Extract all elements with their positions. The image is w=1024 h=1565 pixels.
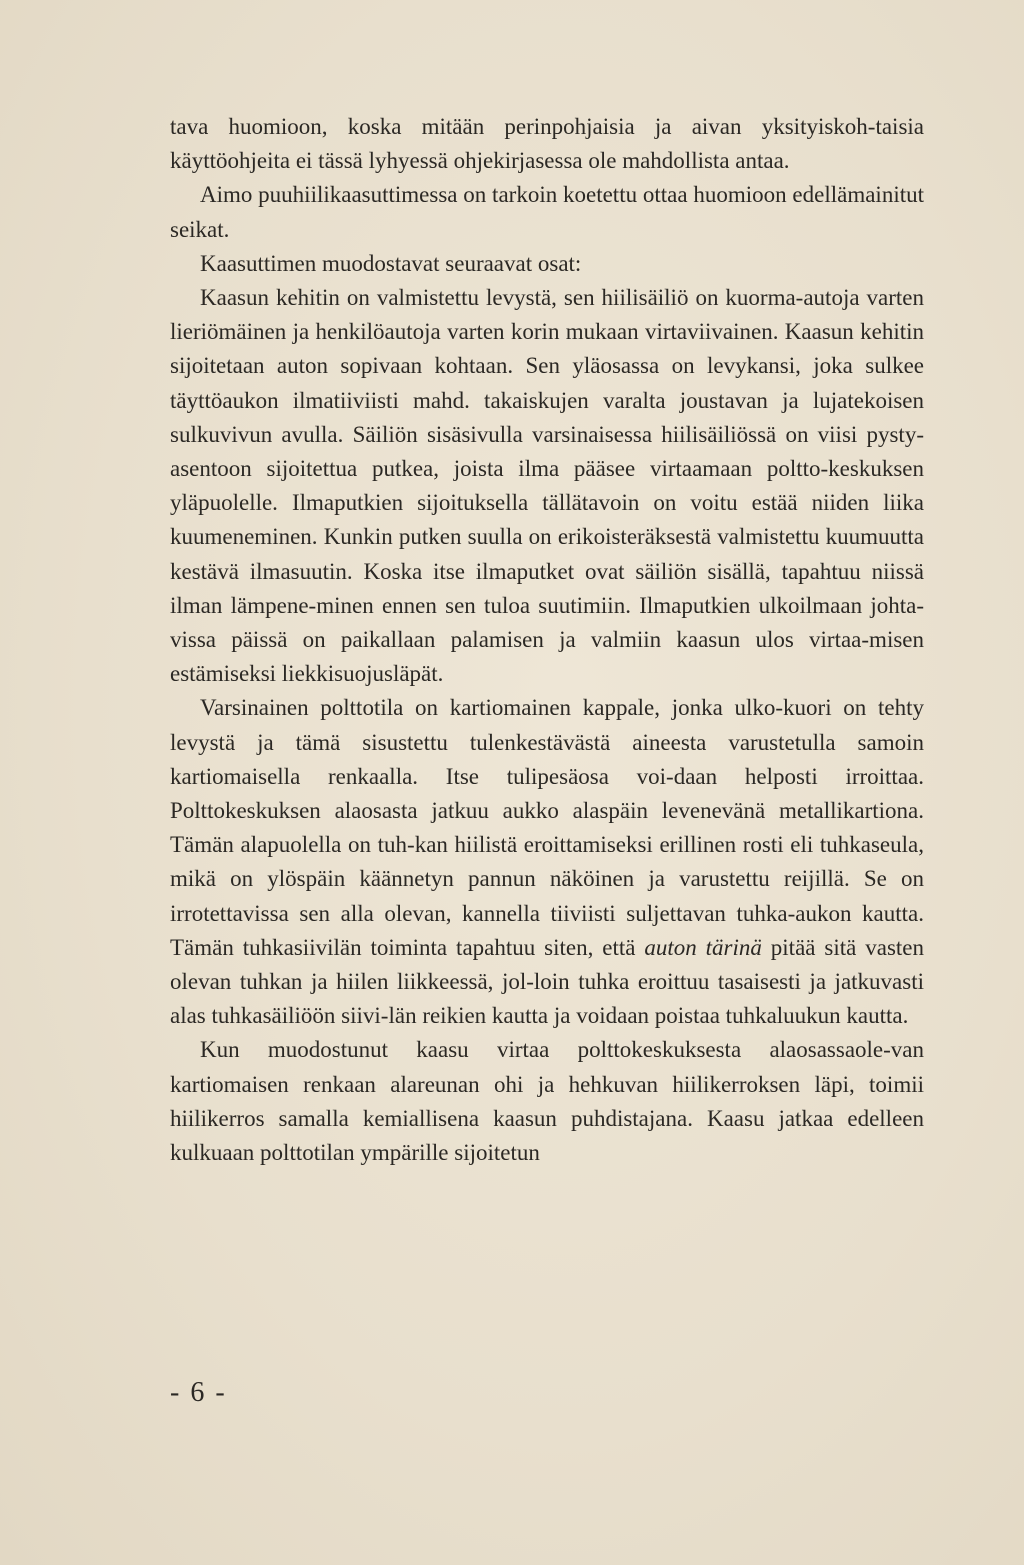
paragraph-text: Kaasun kehitin on valmistettu levystä, sen hiilisäiliö on kuorma-autoja varten lieriömäinen ja henkilöautoja varten korin mukaan virtaviivainen. Kaasun kehitin sijoitetaan auton sopivaan kohtaan. Sen yläosassa on levykansi, joka sulkee täyttöaukon ilmatiiviisti mahd. takaiskujen varalta joustavan ja lujatekoisen sulkuvivun avulla. Säiliön sisäsivulla varsinaisessa hiilisäiliössä on viisi pysty-asentoon sijoitettua putkea, joista ilma pääsee virtaamaan poltto-keskuksen yläpuolelle. Ilmaputkien sijoituksella tällätavoin on voitu estää niiden liika kuumeneminen. Kunkin putken suulla on erikoisteräksestä valmistettu kuumuutta kestävä ilmasuutin. Koska itse ilmaputket ovat säiliön sisällä, tapahtuu niissä ilman lämpene-minen ennen sen tuloa suutimiin. Ilmaputkien ulkoilmaan johta-vissa päissä on paikallaan palamisen ja valmiin kaasun ulos virtaa-misen estämiseksi liekkisuojusläpät. (170, 285, 924, 687)
page-number: - 6 - (170, 1377, 227, 1408)
paragraph-text: Kaasuttimen muodostavat seuraavat osat: (200, 250, 582, 276)
body-text (170, 110, 924, 1170)
paragraph (170, 691, 924, 1033)
paragraph-text: Kun muodostunut kaasu virtaa polttokeskuksesta alaosassaole-van kartiomaisen renkaan alareunan ohi ja hehkuvan hiilikerroksen läpi, toimii hiilikerros samalla kemiallisena kaasun puhdistajana. Kaasu jatkaa edelleen kulkuaan polttotilan ympärille sijoitetun (170, 1037, 924, 1166)
paragraph-text: Varsinainen polttotila on kartiomainen kappale, jonka ulko-kuori on tehty levystä ja tämä sisustettu tulenkestävästä aineesta varustetulla samoin kartiomaisella renkaalla. Itse tulipesäosa voi-daan helposti irroittaa. Polttokeskuksen alaosasta jatkuu aukko alaspäin levenevänä metallikartiona. Tämän alapuolella on tuh-kan hiilistä eroittamiseksi erillinen rosti eli tuhkaseula, mikä on ylöspäin käännetyn pannun näköinen ja varustettu reijillä. Se on irrotettavissa sen alla olevan, kannella tiiviisti suljettavan tuhka-aukon kautta. Tämän tuhkasiivilän toiminta tapahtuu siten, että (170, 695, 924, 960)
paragraph (170, 247, 924, 281)
paragraph-text: pitää sitä vasten olevan tuhkan ja hiilen liikkeessä, jol-loin tuhka eroittuu tasaisesti ja jatkuvasti alas tuhkasäiliöön siivi-län reikien kautta ja voidaan poistaa tuhkaluukun kautta. (170, 934, 924, 1029)
paragraph-text: Aimo puuhiilikaasuttimessa on tarkoin koetettu ottaa huomioon edellämainitut seikat. (170, 182, 924, 242)
paragraph (170, 110, 924, 178)
paragraph (170, 1033, 924, 1170)
paragraph (170, 178, 924, 246)
italic-text: auton tärinä (644, 934, 762, 960)
paragraph-text: tava huomioon, koska mitään perinpohjaisia ja aivan yksityiskoh-taisia käyttöohjeita ei tässä lyhyessä ohjekirjasessa ole mahdollista antaa. (170, 114, 924, 174)
paragraph (170, 281, 924, 691)
